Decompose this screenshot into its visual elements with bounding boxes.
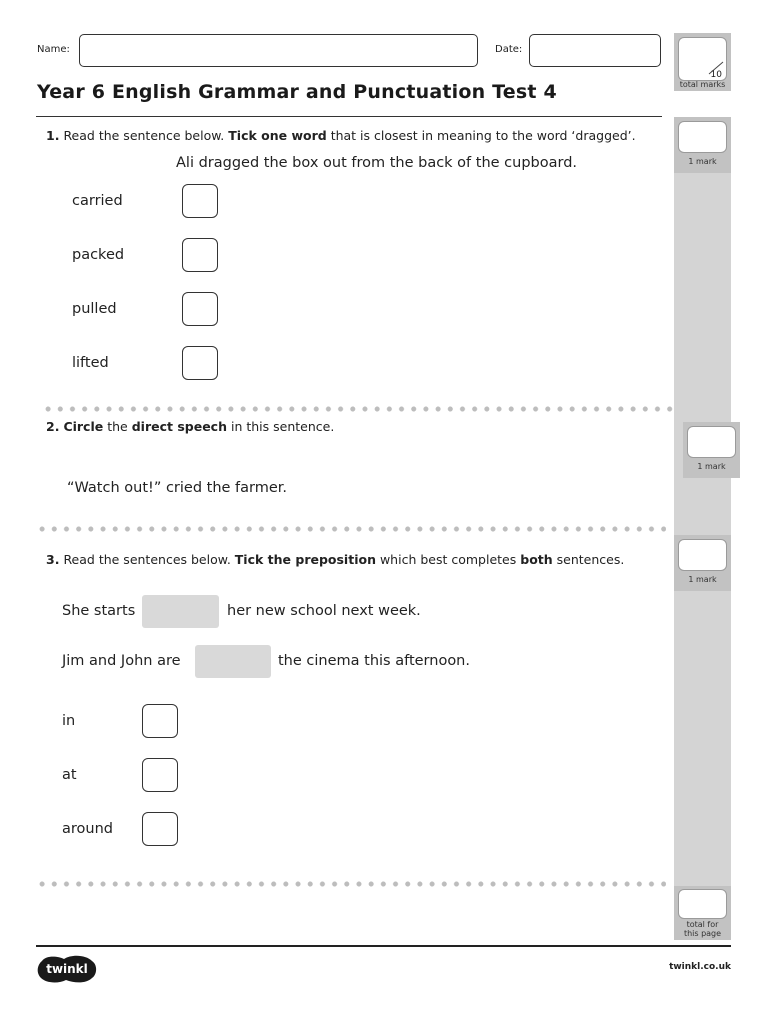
total-marks-label: total marks <box>679 80 726 89</box>
q2-instruction-bold2: direct speech <box>131 419 227 434</box>
q1-instruction-post: that is closest in meaning to the word ‘dragged’. <box>330 128 636 143</box>
q2-instruction <box>46 419 334 434</box>
q1-tickbox-carried[interactable] <box>182 184 218 218</box>
name-label: Name: <box>37 44 70 55</box>
q3-sentence2-start: Jim and John are <box>62 653 181 669</box>
q3-instruction-bold1: Tick the preposition <box>234 552 376 567</box>
page-total-label-1: total for <box>686 920 719 929</box>
q3-instruction <box>46 552 624 567</box>
q1-mark-box[interactable] <box>678 121 727 153</box>
q1-instruction <box>46 128 636 143</box>
logo-text: twinkl <box>46 962 88 976</box>
q1-option-label-lifted: lifted <box>72 355 109 371</box>
q2-instruction-mid: the <box>107 419 128 434</box>
date-label: Date: <box>495 44 523 55</box>
q3-sentence1-gap <box>142 595 219 628</box>
q3-sentence1-end: her new school next week. <box>227 603 421 619</box>
q3-tickbox-around[interactable] <box>142 812 178 846</box>
q2-mark-label: 1 mark <box>697 462 726 471</box>
q3-instruction-bold2: both <box>520 552 553 567</box>
twinkl-logo-icon <box>36 953 98 985</box>
title-rule <box>36 116 662 117</box>
q2-separator-dots <box>36 526 666 532</box>
q3-tickbox-in[interactable] <box>142 704 178 738</box>
q1-sentence: Ali dragged the box out from the back of the cupboard. <box>176 155 578 171</box>
q3-tickbox-at[interactable] <box>142 758 178 792</box>
q3-mark-box[interactable] <box>678 539 727 571</box>
q3-option-label-at: at <box>62 767 77 783</box>
q1-instruction-bold: Tick one word <box>228 128 327 143</box>
total-marks-panel <box>674 33 731 91</box>
q3-sentence2-gap <box>195 645 271 678</box>
q2-instruction-post: in this sentence. <box>230 419 335 434</box>
q3-instruction-mid: which best completes <box>379 552 517 567</box>
q1-mark-panel <box>674 117 731 173</box>
q2-instruction-bold1: Circle <box>63 419 104 434</box>
q3-mark-panel <box>674 535 731 591</box>
q1-option-label-pulled: pulled <box>72 301 117 317</box>
q3-sentence1-start: She starts <box>62 603 136 619</box>
q3-instruction-pre: Read the sentences below. <box>63 552 231 567</box>
q2-number: 2. <box>46 419 60 434</box>
q1-instruction-pre: Read the sentence below. <box>63 128 225 143</box>
q3-number: 3. <box>46 552 60 567</box>
total-marks-value: 10 <box>710 70 722 80</box>
q2-sentence[interactable]: “Watch out!” cried the farmer. <box>67 480 288 496</box>
footer-site: twinkl.co.uk <box>669 962 731 972</box>
page-total-box[interactable] <box>678 889 727 919</box>
name-field[interactable] <box>79 34 478 67</box>
marks-margin-column <box>674 117 731 940</box>
q1-separator-dots <box>42 406 674 412</box>
q1-tickbox-lifted[interactable] <box>182 346 218 380</box>
q1-mark-label: 1 mark <box>688 157 717 166</box>
q3-sentence2-end: the cinema this afternoon. <box>278 653 470 669</box>
page-total-label-2: this page <box>683 929 722 938</box>
q3-separator-dots <box>36 881 666 887</box>
page-title: Year 6 English Grammar and Punctuation Test 4 <box>37 81 557 103</box>
q2-mark-box[interactable] <box>687 426 736 458</box>
q1-option-label-carried: carried <box>72 193 123 209</box>
q3-instruction-post: sentences. <box>556 552 625 567</box>
q1-option-label-packed: packed <box>72 247 125 263</box>
q1-number: 1. <box>46 128 60 143</box>
q3-option-label-in: in <box>62 713 76 729</box>
q1-tickbox-pulled[interactable] <box>182 292 218 326</box>
total-marks-box[interactable] <box>678 37 727 81</box>
date-field[interactable] <box>529 34 661 67</box>
q3-option-label-around: around <box>62 821 113 837</box>
page-total-panel <box>674 886 731 940</box>
q1-tickbox-packed[interactable] <box>182 238 218 272</box>
q2-mark-panel <box>683 422 740 478</box>
footer-rule <box>36 945 731 947</box>
q3-mark-label: 1 mark <box>688 575 717 584</box>
